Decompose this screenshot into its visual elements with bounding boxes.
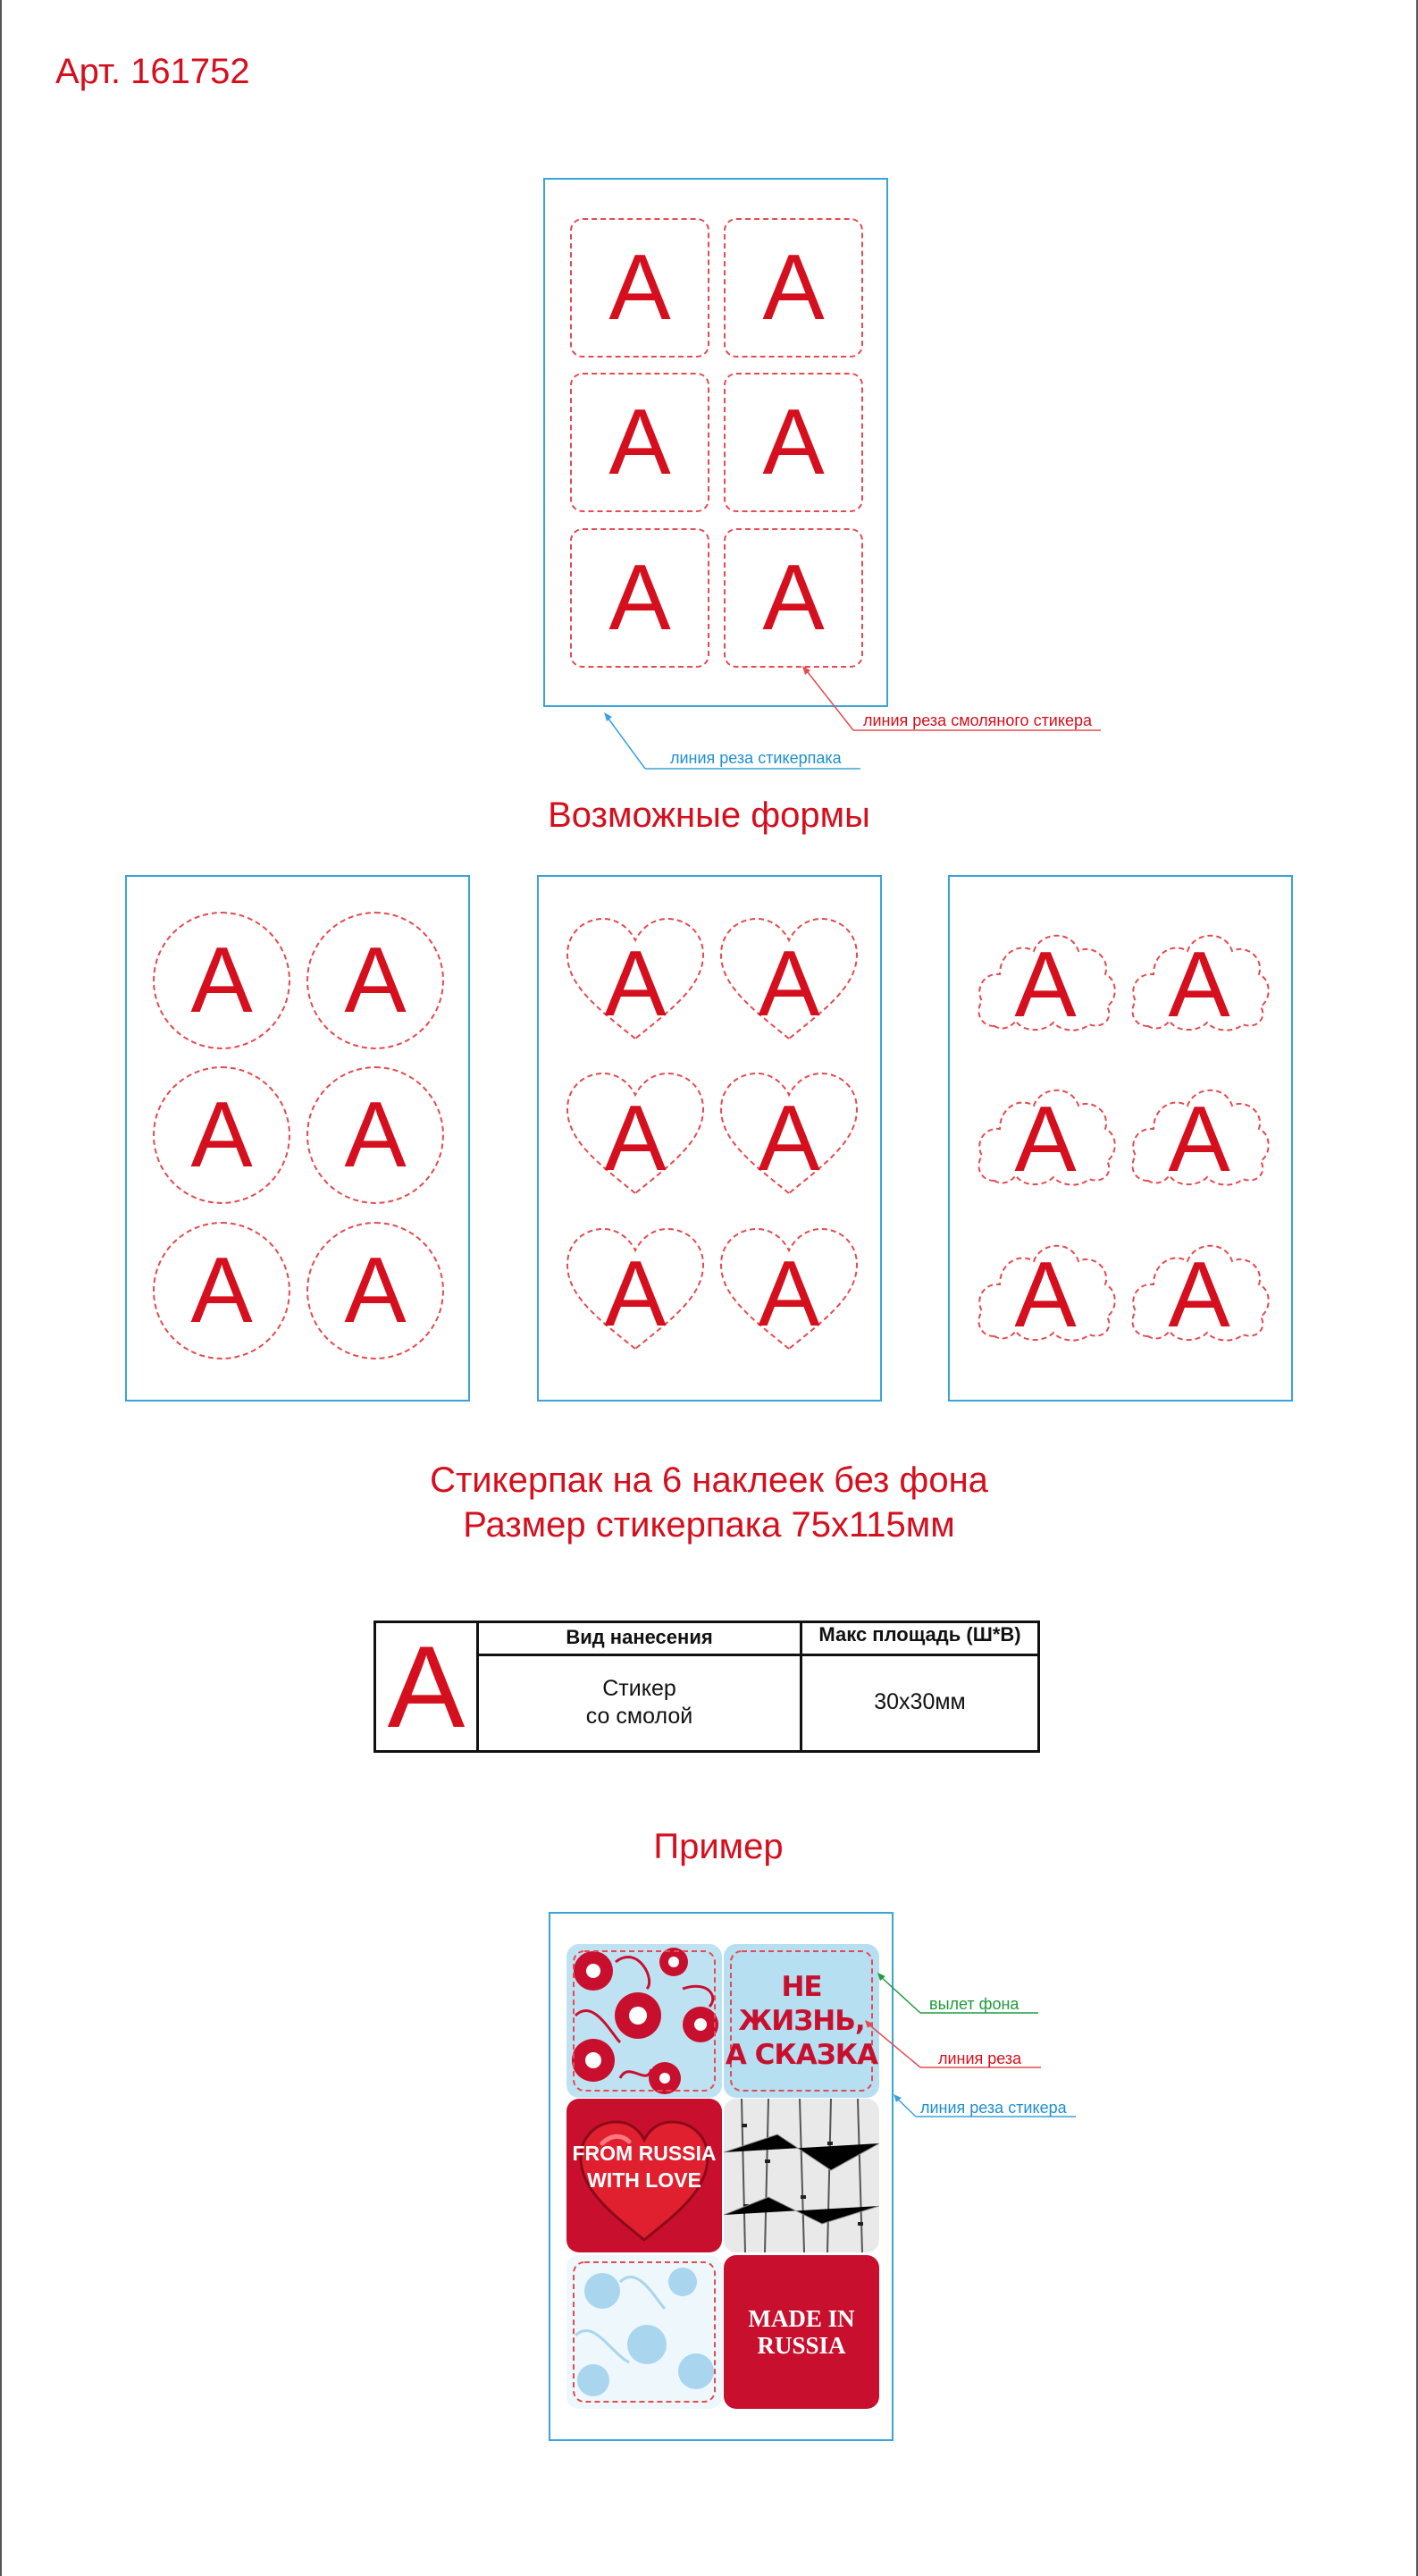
sticker-letter: А: [758, 1087, 820, 1191]
circle-shape-sheet: [125, 875, 470, 1402]
info-line-2: Размер стикерпака 75x115мм: [463, 1505, 955, 1545]
sticker-text-line-1: НЕ ЖИЗНЬ,: [738, 1971, 865, 2037]
sticker-letter: А: [190, 1239, 253, 1343]
pack-cut-line-label: линия реза стикерпака: [670, 749, 842, 767]
table-cell-application-1: Стикер: [602, 1676, 676, 1701]
sticker-letter: А: [344, 929, 407, 1032]
sticker-text-line-2: RUSSIA: [757, 2332, 846, 2359]
sticker-slot-heart: [566, 917, 705, 1042]
sticker-slot-cloud: [1129, 926, 1270, 1037]
article-number: Арт. 161752: [55, 52, 250, 91]
sticker-slot-circle: [306, 912, 444, 1049]
sticker-letter: А: [604, 932, 667, 1036]
example-sticker-made-in-russia: [724, 2255, 879, 2409]
sticker-letter: А: [1168, 1088, 1230, 1191]
sticker-slot-circle: [153, 1222, 290, 1360]
sticker-letter: А: [1014, 1088, 1077, 1191]
sticker-slot-heart: [719, 1072, 859, 1197]
sticker-letter: А: [762, 546, 825, 650]
sticker-letter: А: [344, 1083, 407, 1187]
sticker-letter: А: [190, 1083, 253, 1187]
sticker-slot-heart: [719, 917, 859, 1042]
sticker-letter: А: [608, 236, 671, 340]
table-cell-application-2: со смолой: [585, 1704, 693, 1729]
table-header-max-area: Макс площадь (Ш*В): [818, 1623, 1021, 1646]
sticker-slot-heart: [566, 1072, 705, 1197]
sticker-slot-circle: [306, 1222, 444, 1360]
sticker-slot-heart: [566, 1227, 705, 1352]
cloud-shape-sheet: [948, 875, 1293, 1402]
sticker-text-line-2: WITH LOVE: [587, 2168, 701, 2192]
sticker-letter: А: [604, 1242, 667, 1346]
example-title: Пример: [653, 1827, 784, 1866]
sticker-slot-cloud: [975, 1236, 1116, 1347]
sticker-letter: А: [1168, 1243, 1230, 1347]
cut-line-label: линия реза: [938, 2050, 1022, 2067]
sticker-text-line-2: А СКАЗКА: [725, 2039, 878, 2071]
table-divider: [479, 1654, 1037, 1656]
example-sticker-floral-blue: [566, 2255, 722, 2409]
sticker-letter: А: [1014, 1243, 1077, 1347]
table-header-application: Вид нанесения: [566, 1626, 713, 1648]
sticker-letter: А: [344, 1239, 407, 1343]
sticker-text-line-1: FROM RUSSIA: [572, 2142, 717, 2165]
heart-shape-sheet: [537, 875, 882, 1402]
sticker-letter: А: [762, 391, 825, 494]
sticker-slot-circle: [306, 1066, 444, 1204]
callout-lines-top: [0, 0, 1418, 804]
sticker-letter: А: [1168, 933, 1230, 1037]
sticker-slot-cloud: [1129, 1236, 1270, 1347]
sticker-letter: А: [608, 546, 671, 650]
sticker-letter: А: [190, 929, 253, 1032]
shapes-title: Возможные формы: [548, 796, 870, 835]
table-icon-letter: А: [387, 1621, 466, 1752]
sticker-letter: А: [758, 932, 820, 1036]
sticker-slot-heart: [719, 1227, 859, 1352]
resin-cut-line-label: линия реза смоляного стикера: [863, 711, 1092, 729]
callout-lines-example: [0, 1922, 1418, 2136]
sticker-letter: А: [762, 236, 825, 340]
sticker-slot-circle: [153, 912, 290, 1049]
spec-table: [373, 1621, 1040, 1753]
sticker-letter: А: [604, 1087, 667, 1191]
bleed-label: вылет фона: [929, 1995, 1019, 2013]
sticker-slot-cloud: [975, 1081, 1116, 1191]
sticker-slot-cloud: [975, 926, 1116, 1037]
info-line-1: Стикерпак на 6 наклеек без фона: [430, 1461, 988, 1500]
table-cell-max-area: 30x30мм: [874, 1689, 966, 1714]
sticker-slot-cloud: [1129, 1081, 1270, 1191]
sticker-text-line-1: MADE IN: [748, 2305, 855, 2332]
sticker-slot-circle: [153, 1066, 290, 1204]
sticker-letter: А: [608, 391, 671, 494]
sticker-letter: А: [1014, 933, 1077, 1037]
sticker-letter: А: [758, 1242, 820, 1346]
sticker-cut-line-label: линия реза стикера: [920, 2099, 1067, 2117]
